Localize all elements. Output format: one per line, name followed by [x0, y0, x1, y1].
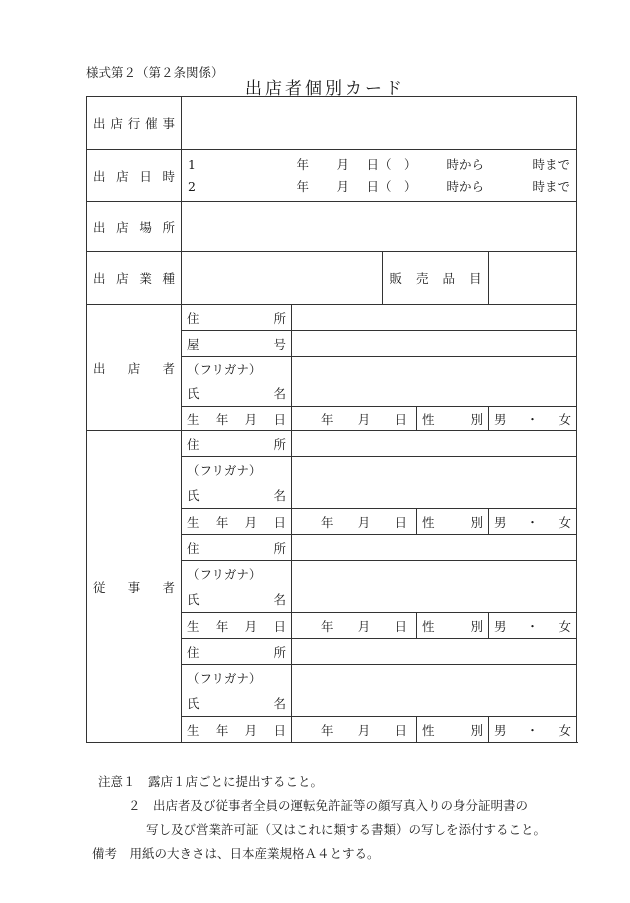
employee-3-birth-input[interactable]: 年 月 日 — [292, 717, 417, 743]
datetime-label: 出店日時 — [93, 168, 175, 184]
employee-1-birth-input[interactable]: 年 月 日 — [292, 509, 417, 535]
employee-3-address-input[interactable] — [292, 639, 577, 665]
employee-3-name-input[interactable] — [292, 665, 577, 717]
employee-address-label: 住所 — [187, 644, 286, 660]
datetime-row — [87, 150, 577, 202]
place-row — [87, 202, 577, 252]
exhibitor-furigana-label: （フリガナ） — [187, 361, 262, 377]
employee-address-label: 住所 — [187, 540, 286, 556]
employee-2-address-input[interactable] — [292, 535, 577, 561]
employee-1-address-row — [87, 431, 577, 457]
goods-label: 販売品目 — [389, 271, 482, 286]
employee-name-label: 氏名 — [187, 696, 286, 712]
place-input[interactable] — [182, 202, 577, 252]
employee-furigana-label: （フリガナ） — [187, 670, 262, 686]
goods-input[interactable] — [489, 252, 577, 305]
employee-1-address-input[interactable] — [292, 431, 577, 457]
employee-furigana-label: （フリガナ） — [187, 566, 262, 582]
business-label: 出店業種 — [93, 271, 175, 286]
employee-sex-label: 性別 — [422, 722, 483, 738]
datetime-line-2: 2 年 月 日（ ） 時から 時まで — [188, 178, 571, 194]
exhibitor-birth-label: 生年月日 — [187, 411, 286, 427]
exhibitor-address-row — [87, 305, 577, 331]
employee-1-sex-input[interactable]: 男・女 — [489, 509, 577, 535]
employee-birth-label: 生年月日 — [187, 722, 286, 738]
exhibitor-name-input[interactable] — [292, 357, 577, 407]
employee-1-name-input[interactable] — [292, 457, 577, 509]
event-input[interactable] — [182, 97, 577, 150]
exhibitor-card-table — [86, 96, 577, 743]
exhibitor-name-label: 氏名 — [187, 386, 286, 402]
employee-address-label: 住所 — [187, 436, 286, 452]
business-input[interactable] — [182, 252, 383, 305]
note-2-line-1: ２ 出店者及び従事者全員の運転免許証等の顔写真入りの身分証明書の — [128, 798, 529, 813]
employee-2-sex-input[interactable]: 男・女 — [489, 613, 577, 639]
exhibitor-sex-input[interactable]: 男・女 — [489, 407, 577, 431]
card-title: 出店者個別カード — [245, 79, 405, 99]
business-row — [87, 252, 577, 305]
exhibitor-address-label: 住所 — [187, 310, 286, 326]
notes-section — [92, 770, 547, 866]
exhibitor-sex-label: 性別 — [422, 411, 483, 427]
datetime-line-1: 1 年 月 日（ ） 時から 時まで — [188, 156, 571, 172]
employee-birth-label: 生年月日 — [187, 618, 286, 634]
employee-3-sex-input[interactable]: 男・女 — [489, 717, 577, 743]
note-2-line-2: 写し及び営業許可証（又はこれに類する書類）の写しを添付すること。 — [146, 822, 547, 837]
exhibitor-shopname-input[interactable] — [292, 331, 577, 357]
note-1: 注意１ 露店１店ごとに提出すること。 — [98, 774, 324, 789]
form-number-label: 様式第２（第２条関係） — [86, 65, 224, 80]
employee-name-label: 氏名 — [187, 592, 286, 608]
employee-sex-label: 性別 — [422, 514, 483, 530]
exhibitor-birth-input[interactable]: 年 月 日 — [292, 407, 417, 431]
employee-sex-label: 性別 — [422, 618, 483, 634]
employee-birth-label: 生年月日 — [187, 514, 286, 530]
event-label: 出店行催事 — [93, 116, 175, 131]
employee-2-name-input[interactable] — [292, 561, 577, 613]
datetime-input[interactable] — [182, 150, 577, 202]
employee-furigana-label: （フリガナ） — [187, 462, 262, 478]
exhibitor-shopname-label: 屋号 — [187, 336, 286, 352]
exhibitor-address-input[interactable] — [292, 305, 577, 331]
remark: 備考 用紙の大きさは、日本産業規格Ａ４とする。 — [92, 846, 380, 861]
place-label: 出店場所 — [93, 219, 175, 235]
employee-name-label: 氏名 — [187, 488, 286, 504]
exhibitor-label: 出店者 — [93, 360, 175, 376]
employee-2-birth-input[interactable]: 年 月 日 — [292, 613, 417, 639]
employee-label: 従事者 — [93, 579, 175, 595]
event-row — [87, 97, 577, 150]
